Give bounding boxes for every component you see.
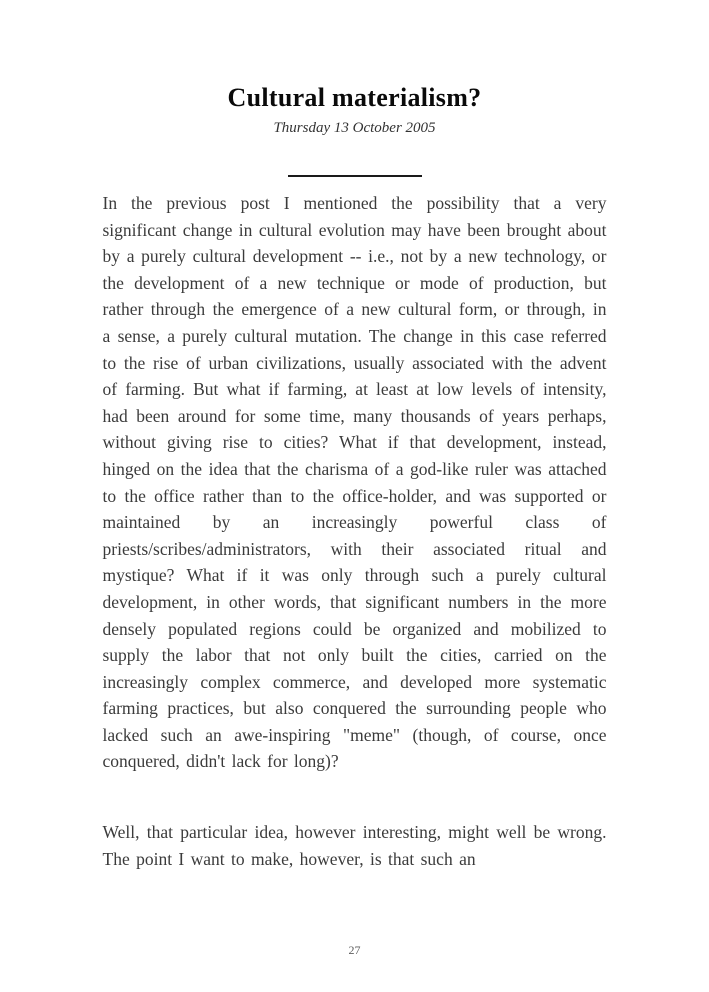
paragraph: In the previous post I mentioned the possibility that a very significant change in cultural evolution may have been brought about by a purely cultural development -- i.e., not by a new technology, or the development of a new technique or mode of production, but rather through the emergence of a new cultural form, or through, in a sense, a purely cultural mutation. The change in this case referred to the rise of urban civilizations, usually associated with the advent of farming. But what if farming, at least at low levels of intensity, had been around for some time, many thousands of years perhaps, without giving rise to cities? What if that development, instead, hinged on the idea that the charisma of a god-like ruler was attached to the office rather than to the office-holder, and was supported or maintained by an increasingly powerful class of priests/scribes/administrators, with their associated ritual and mystique? What if it was only through such a purely cultural development, in other words, that significant numbers in the more densely populated regions could be organized and mobilized to supply the labor that not only built the cities, carried on the increasingly complex commerce, and developed more systematic farming practices, but also conquered the surrounding people who lacked such an awe-inspiring "meme" (though, of course, once conquered, didn't lack for long)? (102, 193, 607, 772)
page-number: 27 (348, 943, 361, 957)
section-divider (288, 175, 422, 177)
post-title: Cultural materialism? (227, 83, 482, 112)
paragraph: Well, that particular idea, however interesting, might well be wrong. The point I want to make, however, is that such an (102, 822, 607, 869)
article-body (103, 190, 607, 872)
page-header (0, 0, 709, 177)
page-footer (0, 943, 709, 958)
post-date: Thursday 13 October 2005 (273, 120, 436, 136)
